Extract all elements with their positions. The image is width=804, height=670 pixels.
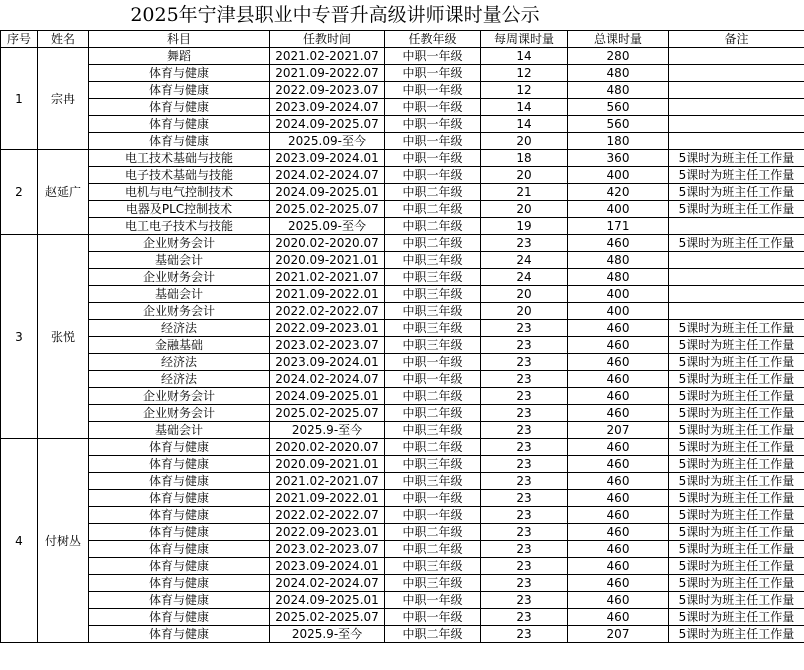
cell-weekly[interactable]: 20 [481,201,568,218]
cell-total[interactable]: 180 [568,133,669,150]
cell-total[interactable]: 460 [568,490,669,507]
cell-total[interactable]: 420 [568,184,669,201]
cell-note[interactable]: 5课时为班主任工作量 [669,490,804,507]
cell-total[interactable]: 460 [568,354,669,371]
table-row [1,337,804,354]
cell-weekly[interactable]: 23 [481,354,568,371]
table-row [1,99,804,116]
cell-total[interactable]: 400 [568,167,669,184]
cell-weekly[interactable]: 23 [481,524,568,541]
cell-subject[interactable]: 基础会计 [89,252,270,269]
table-row [1,626,804,643]
cell-grade[interactable]: 中职三年级 [385,337,481,354]
cell-subject[interactable]: 企业财务会计 [89,269,270,286]
table-row [1,303,804,320]
cell-period[interactable]: 2021.02-2021.07 [270,48,385,65]
cell-total[interactable]: 480 [568,65,669,82]
cell-subject[interactable]: 经济法 [89,320,270,337]
table-row [1,388,804,405]
cell-teacher-name[interactable]: 宗冉 [38,48,89,150]
cell-total[interactable]: 400 [568,201,669,218]
cell-total[interactable]: 460 [568,456,669,473]
cell-note[interactable] [669,82,804,99]
cell-period[interactable]: 2023.09-2024.01 [270,150,385,167]
cell-note[interactable]: 5课时为班主任工作量 [669,626,804,643]
cell-note[interactable]: 5课时为班主任工作量 [669,609,804,626]
cell-period[interactable]: 2025.02-2025.07 [270,405,385,422]
cell-total[interactable]: 460 [568,388,669,405]
cell-note[interactable]: 5课时为班主任工作量 [669,575,804,592]
cell-weekly[interactable]: 23 [481,609,568,626]
header-subject[interactable]: 科目 [89,31,270,48]
cell-note[interactable]: 5课时为班主任工作量 [669,371,804,388]
cell-note[interactable]: 5课时为班主任工作量 [669,507,804,524]
cell-weekly[interactable]: 23 [481,592,568,609]
cell-note[interactable] [669,303,804,320]
header-weekly[interactable]: 每周课时量 [481,31,568,48]
cell-period[interactable]: 2025.02-2025.07 [270,609,385,626]
table-row [1,320,804,337]
cell-note[interactable] [669,218,804,235]
cell-total[interactable]: 560 [568,116,669,133]
cell-grade[interactable]: 中职一年级 [385,507,481,524]
table-row [1,133,804,150]
table-row [1,235,804,252]
cell-weekly[interactable]: 23 [481,422,568,439]
cell-subject[interactable]: 电工技术基础与技能 [89,150,270,167]
cell-grade[interactable]: 中职二年级 [385,626,481,643]
cell-period[interactable]: 2020.02-2020.07 [270,439,385,456]
cell-grade[interactable]: 中职一年级 [385,490,481,507]
table-row [1,558,804,575]
cell-grade[interactable]: 中职二年级 [385,388,481,405]
cell-grade[interactable]: 中职三年级 [385,303,481,320]
cell-period[interactable]: 2023.09-2024.07 [270,99,385,116]
cell-note[interactable]: 5课时为班主任工作量 [669,201,804,218]
cell-total[interactable]: 171 [568,218,669,235]
cell-note[interactable]: 5课时为班主任工作量 [669,337,804,354]
cell-grade[interactable]: 中职一年级 [385,65,481,82]
cell-subject[interactable]: 金融基础 [89,337,270,354]
cell-total[interactable]: 460 [568,405,669,422]
cell-total[interactable]: 460 [568,371,669,388]
cell-grade[interactable]: 中职二年级 [385,405,481,422]
cell-period[interactable]: 2022.09-2023.01 [270,524,385,541]
cell-grade[interactable]: 中职二年级 [385,218,481,235]
cell-grade[interactable]: 中职三年级 [385,456,481,473]
cell-period[interactable]: 2022.09-2023.07 [270,82,385,99]
cell-teacher-name[interactable]: 张悦 [38,235,89,439]
cell-grade[interactable]: 中职三年级 [385,558,481,575]
cell-total[interactable]: 480 [568,252,669,269]
table-row [1,184,804,201]
cell-subject[interactable]: 经济法 [89,371,270,388]
table-row [1,524,804,541]
cell-note[interactable]: 5课时为班主任工作量 [669,473,804,490]
cell-subject[interactable]: 体育与健康 [89,507,270,524]
cell-period[interactable]: 2024.09-2025.07 [270,116,385,133]
table-row [1,609,804,626]
header-period[interactable]: 任教时间 [270,31,385,48]
header-note[interactable]: 备注 [669,31,804,48]
cell-weekly[interactable]: 24 [481,269,568,286]
cell-note[interactable]: 5课时为班主任工作量 [669,150,804,167]
cell-period[interactable]: 2024.09-2025.01 [270,388,385,405]
cell-subject[interactable]: 体育与健康 [89,116,270,133]
cell-period[interactable]: 2024.02-2024.07 [270,371,385,388]
cell-note[interactable] [669,133,804,150]
cell-weekly[interactable]: 23 [481,490,568,507]
cell-grade[interactable]: 中职三年级 [385,473,481,490]
cell-period[interactable]: 2025.09-至今 [270,133,385,150]
cell-grade[interactable]: 中职二年级 [385,439,481,456]
cell-subject[interactable]: 体育与健康 [89,541,270,558]
cell-total[interactable]: 460 [568,235,669,252]
table-row [1,167,804,184]
cell-period[interactable]: 2021.09-2022.01 [270,490,385,507]
cell-total[interactable]: 560 [568,99,669,116]
cell-subject[interactable]: 体育与健康 [89,524,270,541]
cell-period[interactable]: 2023.02-2023.07 [270,541,385,558]
cell-note[interactable]: 5课时为班主任工作量 [669,541,804,558]
cell-grade[interactable]: 中职二年级 [385,524,481,541]
cell-total[interactable]: 460 [568,320,669,337]
cell-grade[interactable]: 中职二年级 [385,235,481,252]
cell-subject[interactable]: 体育与健康 [89,558,270,575]
cell-subject[interactable]: 体育与健康 [89,133,270,150]
cell-weekly[interactable]: 23 [481,456,568,473]
table-row [1,65,804,82]
cell-index[interactable]: 2 [1,150,38,235]
cell-subject[interactable]: 体育与健康 [89,65,270,82]
cell-total[interactable]: 400 [568,303,669,320]
cell-grade[interactable]: 中职三年级 [385,422,481,439]
cell-period[interactable]: 2021.02-2021.07 [270,269,385,286]
cell-weekly[interactable]: 23 [481,320,568,337]
cell-weekly[interactable]: 23 [481,337,568,354]
cell-weekly[interactable]: 21 [481,184,568,201]
table-row [1,371,804,388]
cell-total[interactable]: 460 [568,337,669,354]
header-grade[interactable]: 任教年级 [385,31,481,48]
cell-period[interactable]: 2024.09-2025.01 [270,184,385,201]
cell-period[interactable]: 2025.9-至今 [270,422,385,439]
cell-weekly[interactable]: 23 [481,388,568,405]
cell-grade[interactable]: 中职一年级 [385,48,481,65]
cell-grade[interactable]: 中职三年级 [385,286,481,303]
cell-total[interactable]: 207 [568,422,669,439]
cell-period[interactable]: 2020.02-2020.07 [270,235,385,252]
cell-period[interactable]: 2023.09-2024.01 [270,558,385,575]
cell-weekly[interactable]: 23 [481,507,568,524]
cell-subject[interactable]: 体育与健康 [89,82,270,99]
cell-index[interactable]: 4 [1,439,38,643]
cell-subject[interactable]: 企业财务会计 [89,388,270,405]
cell-weekly[interactable]: 14 [481,48,568,65]
table-row [1,439,804,456]
cell-subject[interactable]: 企业财务会计 [89,303,270,320]
table-row [1,269,804,286]
cell-period[interactable]: 2025.09-至今 [270,218,385,235]
cell-note[interactable] [669,269,804,286]
table-row [1,490,804,507]
cell-note[interactable] [669,99,804,116]
cell-period[interactable]: 2022.02-2022.07 [270,507,385,524]
cell-note[interactable] [669,48,804,65]
cell-note[interactable]: 5课时为班主任工作量 [669,405,804,422]
cell-subject[interactable]: 体育与健康 [89,456,270,473]
cell-note[interactable] [669,252,804,269]
cell-total[interactable]: 460 [568,592,669,609]
cell-weekly[interactable]: 23 [481,405,568,422]
cell-grade[interactable]: 中职一年级 [385,99,481,116]
cell-grade[interactable]: 中职一年级 [385,167,481,184]
cell-grade[interactable]: 中职一年级 [385,371,481,388]
cell-subject[interactable]: 电子技术基础与技能 [89,167,270,184]
table-row [1,456,804,473]
cell-weekly[interactable]: 23 [481,575,568,592]
table-row [1,592,804,609]
header-row [1,31,804,48]
cell-total[interactable]: 360 [568,150,669,167]
cell-weekly[interactable]: 23 [481,439,568,456]
table-row [1,48,804,65]
cell-subject[interactable]: 经济法 [89,354,270,371]
cell-total[interactable]: 460 [568,439,669,456]
table-row [1,150,804,167]
cell-grade[interactable]: 中职一年级 [385,133,481,150]
cell-weekly[interactable]: 20 [481,303,568,320]
cell-grade[interactable]: 中职一年级 [385,116,481,133]
table-body [1,48,804,643]
cell-grade[interactable]: 中职一年级 [385,82,481,99]
cell-subject[interactable]: 电工电子技术与技能 [89,218,270,235]
cell-weekly[interactable]: 14 [481,116,568,133]
cell-weekly[interactable]: 20 [481,167,568,184]
cell-note[interactable]: 5课时为班主任工作量 [669,439,804,456]
cell-note[interactable]: 5课时为班主任工作量 [669,524,804,541]
cell-subject[interactable]: 电机与电气控制技术 [89,184,270,201]
cell-grade[interactable]: 中职一年级 [385,609,481,626]
cell-subject[interactable]: 基础会计 [89,422,270,439]
cell-period[interactable]: 2021.09-2022.07 [270,65,385,82]
table-row [1,218,804,235]
cell-weekly[interactable]: 14 [481,99,568,116]
cell-grade[interactable]: 中职一年级 [385,150,481,167]
cell-subject[interactable]: 体育与健康 [89,626,270,643]
cell-weekly[interactable]: 23 [481,558,568,575]
cell-subject[interactable]: 体育与健康 [89,490,270,507]
workload-table [0,30,804,643]
cell-total[interactable]: 480 [568,269,669,286]
cell-period[interactable]: 2020.09-2021.01 [270,252,385,269]
cell-note[interactable]: 5课时为班主任工作量 [669,592,804,609]
cell-subject[interactable]: 体育与健康 [89,609,270,626]
cell-period[interactable]: 2022.09-2023.01 [270,320,385,337]
cell-total[interactable]: 460 [568,609,669,626]
header-total[interactable]: 总课时量 [568,31,669,48]
cell-total[interactable]: 460 [568,575,669,592]
table-row [1,575,804,592]
table-row [1,405,804,422]
cell-grade[interactable]: 中职二年级 [385,541,481,558]
header-index[interactable]: 序号 [1,31,38,48]
table-row [1,422,804,439]
cell-grade[interactable]: 中职三年级 [385,320,481,337]
cell-period[interactable]: 2023.02-2023.07 [270,337,385,354]
cell-period[interactable]: 2025.9-至今 [270,626,385,643]
cell-subject[interactable]: 体育与健康 [89,99,270,116]
cell-total[interactable]: 280 [568,48,669,65]
cell-weekly[interactable]: 19 [481,218,568,235]
cell-index[interactable]: 1 [1,48,38,150]
cell-period[interactable]: 2024.02-2024.07 [270,575,385,592]
cell-note[interactable]: 5课时为班主任工作量 [669,320,804,337]
cell-note[interactable]: 5课时为班主任工作量 [669,167,804,184]
cell-weekly[interactable]: 23 [481,235,568,252]
cell-weekly[interactable]: 20 [481,133,568,150]
cell-weekly[interactable]: 23 [481,541,568,558]
cell-note[interactable]: 5课时为班主任工作量 [669,235,804,252]
cell-subject[interactable]: 电器及PLC控制技术 [89,201,270,218]
cell-subject[interactable]: 基础会计 [89,286,270,303]
cell-subject[interactable]: 企业财务会计 [89,235,270,252]
cell-subject[interactable]: 体育与健康 [89,575,270,592]
table-row [1,286,804,303]
cell-note[interactable]: 5课时为班主任工作量 [669,388,804,405]
cell-period[interactable]: 2023.09-2024.01 [270,354,385,371]
cell-weekly[interactable]: 20 [481,286,568,303]
table-row [1,354,804,371]
table-row [1,473,804,490]
cell-period[interactable]: 2022.02-2022.07 [270,303,385,320]
cell-grade[interactable]: 中职二年级 [385,184,481,201]
table-row [1,116,804,133]
cell-period[interactable]: 2021.02-2021.07 [270,473,385,490]
cell-note[interactable] [669,116,804,133]
table-row [1,82,804,99]
cell-subject[interactable]: 体育与健康 [89,473,270,490]
cell-total[interactable]: 460 [568,541,669,558]
cell-weekly[interactable]: 24 [481,252,568,269]
cell-grade[interactable]: 中职三年级 [385,252,481,269]
cell-grade[interactable]: 中职二年级 [385,201,481,218]
cell-total[interactable]: 400 [568,286,669,303]
cell-note[interactable]: 5课时为班主任工作量 [669,184,804,201]
cell-period[interactable]: 2021.09-2022.01 [270,286,385,303]
cell-weekly[interactable]: 12 [481,65,568,82]
header-name[interactable]: 姓名 [38,31,89,48]
cell-subject[interactable]: 舞蹈 [89,48,270,65]
cell-teacher-name[interactable]: 赵延广 [38,150,89,235]
cell-period[interactable]: 2024.09-2025.01 [270,592,385,609]
cell-grade[interactable]: 中职三年级 [385,269,481,286]
cell-period[interactable]: 2024.02-2024.07 [270,167,385,184]
cell-total[interactable]: 207 [568,626,669,643]
cell-total[interactable]: 460 [568,473,669,490]
cell-note[interactable]: 5课时为班主任工作量 [669,558,804,575]
cell-subject[interactable]: 体育与健康 [89,592,270,609]
cell-subject[interactable]: 企业财务会计 [89,405,270,422]
cell-period[interactable]: 2020.09-2021.01 [270,456,385,473]
cell-note[interactable]: 5课时为班主任工作量 [669,354,804,371]
cell-total[interactable]: 460 [568,558,669,575]
table-row [1,252,804,269]
table-row [1,201,804,218]
cell-total[interactable]: 480 [568,82,669,99]
cell-period[interactable]: 2025.02-2025.07 [270,201,385,218]
cell-weekly[interactable]: 23 [481,371,568,388]
cell-note[interactable]: 5课时为班主任工作量 [669,422,804,439]
cell-weekly[interactable]: 12 [481,82,568,99]
cell-note[interactable] [669,286,804,303]
cell-subject[interactable]: 体育与健康 [89,439,270,456]
cell-teacher-name[interactable]: 付树丛 [38,439,89,643]
cell-grade[interactable]: 中职一年级 [385,592,481,609]
cell-weekly[interactable]: 23 [481,473,568,490]
cell-total[interactable]: 460 [568,524,669,541]
cell-grade[interactable]: 中职一年级 [385,354,481,371]
cell-note[interactable]: 5课时为班主任工作量 [669,456,804,473]
cell-weekly[interactable]: 18 [481,150,568,167]
cell-grade[interactable]: 中职三年级 [385,575,481,592]
cell-total[interactable]: 460 [568,507,669,524]
cell-weekly[interactable]: 23 [481,626,568,643]
page-title: 2025年宁津县职业中专晋升高级讲师课时量公示 [130,4,540,26]
table-row [1,541,804,558]
table-row [1,507,804,524]
cell-note[interactable] [669,65,804,82]
cell-index[interactable]: 3 [1,235,38,439]
